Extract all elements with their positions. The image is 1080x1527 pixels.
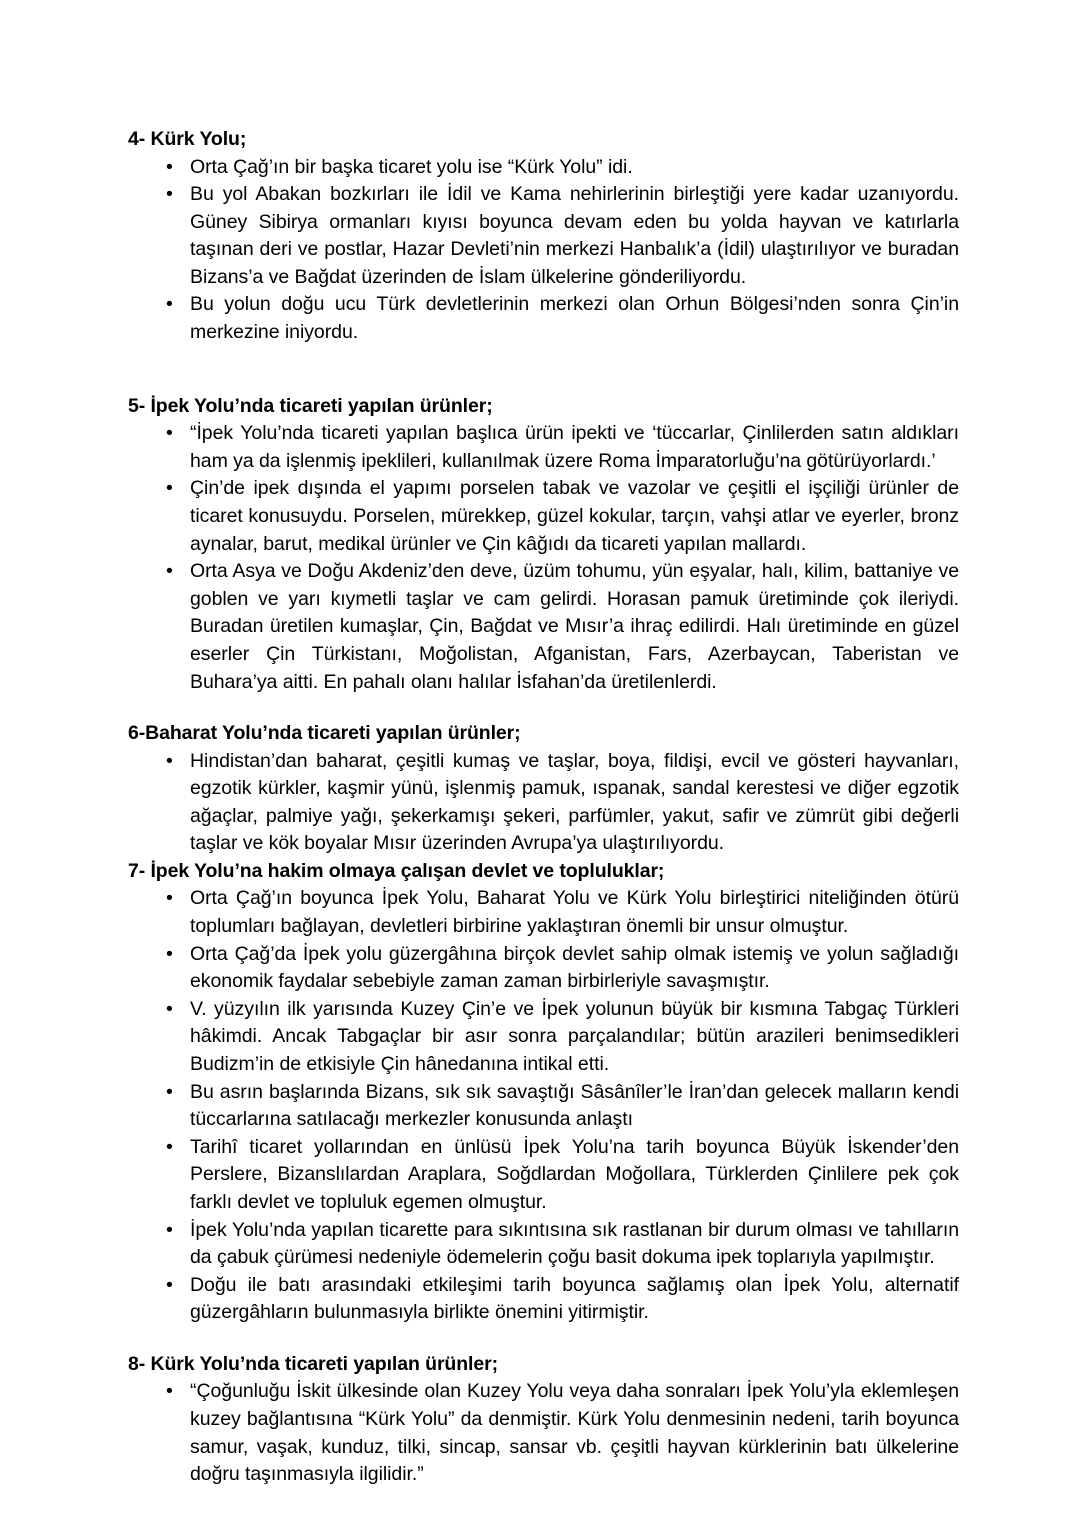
list-item: • Bu yol Abakan bozkırları ile İdil ve Kama nehirlerinin birleştiği yere kadar uzanıyordu. Güney Sibirya ormanları kıyısı boyunca devam eden bu yolda hayvan ve katırlarla taşınan deri ve postlar, Hazar Devleti’nin merkezi Hanbalık’a (İdil) ulaştırılıyor ve buradan Bizans’a ve Bağdat üzerinden de İslam ülkelerine gönderiliyordu. xyxy=(128,181,959,291)
bullet-list xyxy=(128,1378,959,1488)
section-heading: 4- Kürk Yolu; xyxy=(128,128,247,150)
list-item: • Orta Çağ’ın boyunca İpek Yolu, Baharat Yolu ve Kürk Yolu birleştirici niteliğinden ötürü toplumları bağlayan, devletleri birbirine yaklaştıran önemli bir unsur olmuştur. xyxy=(128,885,959,940)
section-heading: 6-Baharat Yolu’nda ticareti yapılan ürünler; xyxy=(128,722,521,745)
list-item: • V. yüzyılın ilk yarısında Kuzey Çin’e ve İpek yolunun büyük bir kısmına Tabgaç Türkleri hâkimdi. Ancak Tabgaçlar bir asır sonra parçalandılar; bütün arazileri benimsedikleri Budizm’in de etkisiyle Çin hânedanına intikal etti. xyxy=(128,996,959,1079)
bullet-list xyxy=(128,885,959,1327)
list-item: • Orta Asya ve Doğu Akdeniz’den deve, üzüm tohumu, yün eşyalar, halı, kilim, battaniye ve goblen ve yarı kıymetli taşlar ve cam gelirdi. Horasan pamuk üretiminde çok ileriydi. Buradan üretilen kumaşlar, Çin, Bağdat ve Mısır’a ihraç edilirdi. Halı üretiminde en güzel eserler Çin Türkistanı, Moğolistan, Afganistan, Fars, Azerbaycan, Taberistan ve Buhara’ya aitti. En pahalı olanı halılar İsfahan’da üretilenlerdi. xyxy=(128,558,959,696)
list-item: • “İpek Yolu’nda ticareti yapılan başlıca ürün ipekti ve ‘tüccarlar, Çinlilerden satın aldıkları ham ya da işlenmiş ipeklileri, kullanılmak üzere Roma İmparatorluğu’na götürüyorlardı.’ xyxy=(128,420,959,475)
list-item: • Bu asrın başlarında Bizans, sık sık savaştığı Sâsânîler’le İran’dan gelecek malların kendi tüccarlarına satılacağı merkezler konusunda anlaştı xyxy=(128,1079,959,1134)
list-item: • Çin’de ipek dışında el yapımı porselen tabak ve vazolar ve çeşitli el işçiliği ürünler de ticaret konusuydu. Porselen, mürekkep, güzel kokular, tarçın, vahşi atlar ve eyerler, bronz aynalar, barut, medikal ürünler ve Çin kâğıdı da ticareti yapılan mallardı. xyxy=(128,475,959,558)
section-kurk-yolu-urunler xyxy=(128,1351,959,1489)
section-kurk-yolu xyxy=(128,126,959,347)
section-baharat-yolu-urunler xyxy=(128,720,959,858)
section-ipek-yolu-hakimiyet xyxy=(128,858,959,1327)
list-item: • Hindistan’dan baharat, çeşitli kumaş ve taşlar, boya, fildişi, evcil ve gösteri hayvanları, egzotik kürkler, kaşmir yünü, işlenmiş pamuk, ıspanak, sandal kerestesi ve diğer egzotik ağaçlar, palmiye yağı, şekerkamışı şekeri, parfümler, yakut, safir ve zümrüt gibi değerli taşlar ve kök boyalar Mısır üzerinden Avrupa’ya ulaştırılıyordu. xyxy=(128,748,959,858)
bullet-list xyxy=(128,420,959,696)
section-ipek-yolu-urunler xyxy=(128,393,959,696)
document-body xyxy=(128,126,959,1489)
list-item: • Doğu ile batı arasındaki etkileşimi tarih boyunca sağlamış olan İpek Yolu, alternatif güzergâhların bulunmasıyla birlikte önemini yitirmiştir. xyxy=(128,1272,959,1327)
list-item: • Tarihî ticaret yollarından en ünlüsü İpek Yolu’na tarih boyunca Büyük İskender’den Perslere, Bizanslılardan Araplara, Soğdlardan Moğollara, Türklerden Çinlilere pek çok farklı devlet ve topluluk egemen olmuştur. xyxy=(128,1134,959,1217)
section-heading: 5- İpek Yolu’nda ticareti yapılan ürünler; xyxy=(128,394,493,417)
bullet-list xyxy=(128,154,959,347)
list-item: • İpek Yolu’nda yapılan ticarette para sıkıntısına sık rastlanan bir durum olması ve tahılların da çabuk çürümesi nedeniyle ödemelerin çoğu basit dokuma ipek toplarıyla yapılmıştır. xyxy=(128,1217,959,1272)
section-heading: 7- İpek Yolu’na hakim olmaya çalışan devlet ve topluluklar; xyxy=(128,859,665,882)
list-item: • Orta Çağ’ın bir başka ticaret yolu ise “Kürk Yolu” idi. xyxy=(128,154,959,182)
list-item: • “Çoğunluğu İskit ülkesinde olan Kuzey Yolu veya daha sonraları İpek Yolu’yla eklemleşen kuzey bağlantısına “Kürk Yolu” da denmiştir. Kürk Yolu denmesinin nedeni, tarih boyunca samur, vaşak, kunduz, tilki, sincap, sansar vb. çeşitli hayvan kürklerinin batı ülkelerine doğru taşınmasıyla ilgilidir.” xyxy=(128,1378,959,1488)
bullet-list xyxy=(128,748,959,858)
section-heading: 8- Kürk Yolu’nda ticareti yapılan ürünler; xyxy=(128,1352,498,1375)
list-item: • Orta Çağ’da İpek yolu güzergâhına birçok devlet sahip olmak istemiş ve yolun sağladığı ekonomik faydalar sebebiyle zaman zaman birbirleriyle savaşmıştır. xyxy=(128,941,959,996)
list-item: • Bu yolun doğu ucu Türk devletlerinin merkezi olan Orhun Bölgesi’nden sonra Çin’in merkezine iniyordu. xyxy=(128,291,959,346)
